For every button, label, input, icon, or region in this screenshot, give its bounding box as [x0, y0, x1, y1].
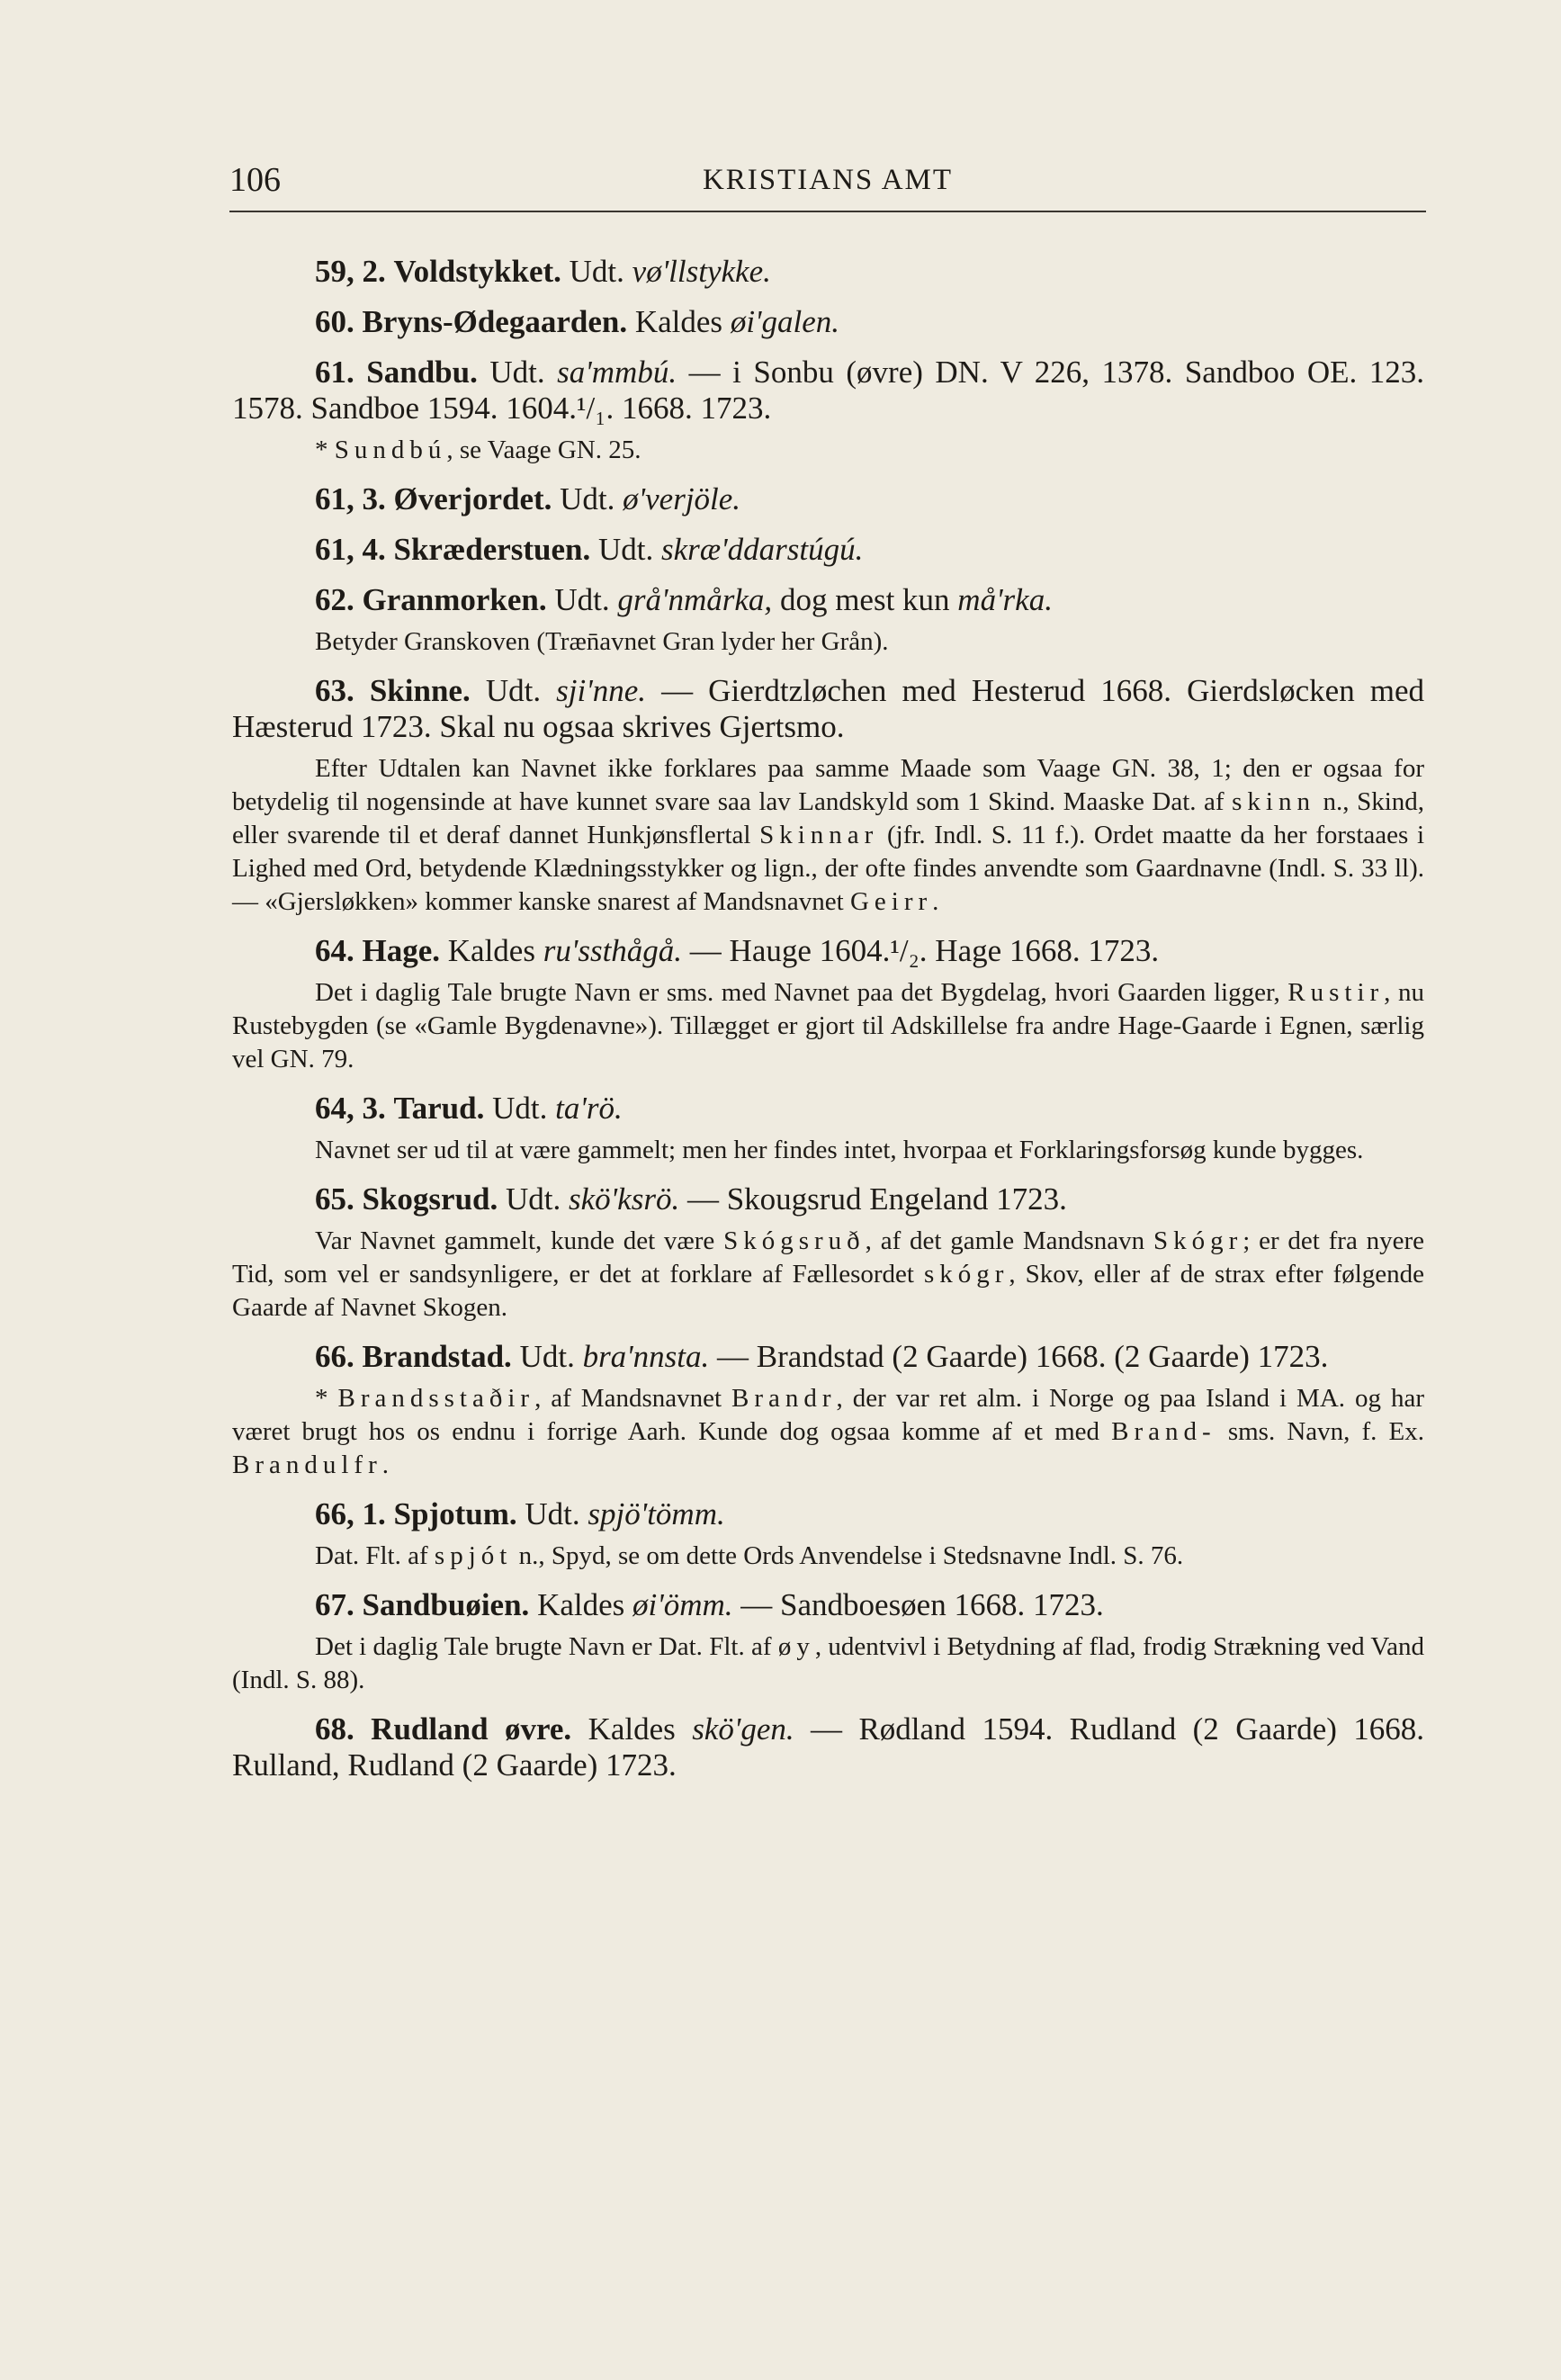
farm-name: Brandstad. — [362, 1339, 512, 1374]
spaced-word: Brandr — [731, 1384, 837, 1413]
note-66-1 — [232, 1540, 1424, 1573]
entry-text: Udt. — [554, 582, 610, 617]
farm-name: Spjotum. — [393, 1496, 517, 1531]
note-text: * — [315, 436, 335, 464]
farm-name: Skinne. — [369, 673, 471, 708]
spaced-word: Brandulfr — [232, 1450, 382, 1479]
spaced-word: Geirr — [849, 887, 933, 916]
pronunciation: grå'nmårka, — [617, 582, 773, 617]
entry-63 — [232, 673, 1424, 745]
spaced-word: Skógsruð — [723, 1226, 866, 1255]
farm-name: Voldstykket. — [393, 254, 561, 289]
spaced-word: øy — [777, 1632, 815, 1661]
entry-number: 65. — [315, 1181, 354, 1217]
entry-text: Kaldes — [634, 304, 723, 339]
entry-number: 66, 1. — [315, 1496, 386, 1531]
entry-65 — [232, 1181, 1424, 1217]
farm-name: Sandbu. — [366, 355, 478, 390]
farm-name: Tarud. — [393, 1091, 485, 1126]
note-text: Det i daglig Tale brugte Navn er sms. med Navnet paa det Bygdelag, hvori Gaarden ligger, — [315, 978, 1288, 1007]
farm-name: Granmorken. — [362, 582, 547, 617]
entry-64-3 — [232, 1091, 1424, 1127]
note-65 — [232, 1225, 1424, 1325]
pronunciation: vø'llstykke. — [632, 254, 771, 289]
note-text: . — [932, 887, 939, 916]
entry-text: Udt. — [485, 673, 542, 708]
note-text: , nu Rustebygden (se «Gamle Bygdenavne»). Tillægget er gjort til Adskillelse fra andre Hage-Gaarde i Egnen, særlig vel GN. 79. — [232, 978, 1424, 1073]
spaced-word: Skinnar — [759, 821, 879, 849]
entry-text: Kaldes — [588, 1711, 676, 1747]
pronunciation: ta'rö. — [555, 1091, 623, 1126]
entry-number: 67. — [315, 1587, 354, 1622]
pronunciation: øi'ömm. — [632, 1587, 733, 1622]
pronunciation: spjö'tömm. — [588, 1496, 725, 1531]
note-text: . — [381, 1450, 389, 1479]
note-text: , af det gamle Mandsnavn — [865, 1226, 1153, 1255]
entry-text: Kaldes — [447, 933, 535, 968]
pronunciation: skö'ksrö. — [569, 1181, 680, 1217]
spaced-word: spjót — [434, 1541, 513, 1570]
entry-61-4 — [232, 532, 1424, 568]
pronunciation: skræ'ddarstúgú. — [661, 532, 864, 567]
entry-number: 63. — [315, 673, 354, 708]
note-text: sms. Navn, f. Ex. — [1216, 1417, 1424, 1446]
note-text: ; er det fra nyere Tid, som vel er sandsynligere, er det at forklare af Fællesordet — [232, 1226, 1424, 1289]
note-64 — [232, 976, 1424, 1076]
entry-text: Kaldes — [537, 1587, 625, 1622]
entry-text: — i Sonbu (øvre) DN. V 226, 1378. Sandboo OE. 123. 1578. Sandboe 1594. 1604.¹/₁. 1668. 1723. — [232, 355, 1425, 426]
note-63 — [232, 752, 1424, 919]
page-number: 106 — [229, 161, 281, 199]
note-text: Efter Udtalen kan Navnet ikke forklares paa samme Maade som Vaage GN. 38, 1; den er ogsaa for betydelig til nogensinde at have kunnet svare saa lav Landskyld som 1 Skind. Maaske Dat. af — [232, 754, 1424, 816]
note-text: , der var ret alm. i Norge og paa Island i MA. og har været brugt hos os endnu i forrige Aarh. Kunde dog ogsaa komme af et med — [232, 1384, 1424, 1446]
spaced-word: Brandsstaðir — [337, 1384, 535, 1413]
farm-name: Øverjordet. — [393, 481, 552, 516]
page-header — [229, 160, 1426, 212]
note-66 — [232, 1382, 1424, 1482]
note-text: * — [315, 1384, 338, 1413]
entry-62 — [232, 582, 1424, 618]
pronunciation: bra'nnsta. — [582, 1339, 710, 1374]
running-title: KRISTIANS AMT — [702, 164, 954, 196]
pronunciation: ru'ssthågå. — [543, 933, 683, 968]
entry-number: 61, 4. — [315, 532, 386, 567]
pronunciation: sa'mmbú. — [557, 355, 677, 390]
entry-text: Udt. — [598, 532, 654, 567]
entry-number: 60. — [315, 304, 354, 339]
entry-text: Udt. — [525, 1496, 580, 1531]
note-text: Dat. Flt. af — [315, 1541, 435, 1570]
entry-59-2 — [232, 254, 1424, 290]
farm-name: Sandbuøien. — [362, 1587, 530, 1622]
note-text: , Skov, eller af de strax efter følgende Gaarde af Navnet Skogen. — [232, 1260, 1424, 1322]
entry-text: Udt. — [492, 1091, 548, 1126]
entry-text: — Rødland 1594. Rudland (2 Gaarde) 1668. Rulland, Rudland (2 Gaarde) 1723. — [232, 1711, 1425, 1783]
entry-number: 59, 2. — [315, 254, 386, 289]
spaced-word: Sundbú — [334, 436, 447, 464]
note-text: n., Skind, eller svarende til et deraf dannet Hunkjønsflertal — [232, 787, 1425, 849]
spaced-word: skinn — [1232, 787, 1315, 816]
note-text: , udentvivl i Betydning af flad, frodig Strækning ved Vand (Indl. S. 88). — [232, 1632, 1425, 1694]
entry-67 — [232, 1587, 1424, 1623]
farm-name: Hage. — [362, 933, 441, 968]
note-62 — [232, 625, 1424, 659]
entry-number: 61. — [315, 355, 354, 390]
entry-number: 64. — [315, 933, 354, 968]
page-body — [232, 254, 1424, 1798]
note-text: , se Vaage GN. 25. — [446, 436, 641, 464]
note-text: Det i daglig Tale brugte Navn er Dat. Flt. af — [315, 1632, 778, 1661]
note-text: Var Navnet gammelt, kunde det være — [315, 1226, 724, 1255]
entry-text: — Brandstad (2 Gaarde) 1668. (2 Gaarde) 1723. — [717, 1339, 1329, 1374]
note-text: n., Spyd, se om dette Ords Anvendelse i Stedsnavne Indl. S. 76. — [512, 1541, 1184, 1570]
entry-text: Udt. — [519, 1339, 575, 1374]
entry-text: — Gierdtzløchen med Hesterud 1668. Gierdsløcken med Hæsterud 1723. Skal nu ogsaa skrives Gjertsmo. — [232, 673, 1425, 744]
entry-68 — [232, 1711, 1424, 1783]
farm-name: Rudland øvre. — [371, 1711, 572, 1747]
note-67 — [232, 1630, 1424, 1697]
entry-61 — [232, 355, 1424, 427]
entry-number: 66. — [315, 1339, 354, 1374]
entry-66-1 — [232, 1496, 1424, 1532]
entry-text: Udt. — [489, 355, 545, 390]
note-text: (jfr. Indl. S. 11 f.). Ordet maatte da her forstaaes i Lighed med Ord, betydende Klædningsstykker og lign., der ofte findes anvendte som Gaardnavne (Indl. S. 33 ll). — «Gjersløkken» kommer kanske snarest af Mandsnavnet — [232, 821, 1425, 916]
pronunciation: sji'nne. — [556, 673, 646, 708]
entry-66 — [232, 1339, 1424, 1375]
spaced-word: Brand- — [1111, 1417, 1216, 1446]
entry-number: 64, 3. — [315, 1091, 386, 1126]
pronunciation: må'rka. — [957, 582, 1053, 617]
entry-number: 62. — [315, 582, 354, 617]
entry-text: — Hauge 1604.¹/₂. Hage 1668. 1723. — [689, 933, 1160, 968]
farm-name: Bryns-Ødegaarden. — [362, 304, 628, 339]
entry-text: Udt. — [560, 481, 615, 516]
entry-text: Udt. — [506, 1181, 561, 1217]
entry-number: 68. — [315, 1711, 354, 1747]
pronunciation: øi'galen. — [730, 304, 840, 339]
entry-60 — [232, 304, 1424, 340]
farm-name: Skogsrud. — [362, 1181, 498, 1217]
spaced-word: skógr — [923, 1260, 1009, 1289]
spaced-word: Skógr — [1153, 1226, 1243, 1255]
entry-text: — Skougsrud Engeland 1723. — [686, 1181, 1067, 1217]
pronunciation: skö'gen. — [692, 1711, 794, 1747]
pronunciation: ø'verjöle. — [623, 481, 741, 516]
entry-text: dog mest kun — [779, 582, 950, 617]
entry-64 — [232, 933, 1424, 969]
note-text: , af Mandsnavnet — [534, 1384, 732, 1413]
spaced-word: Rustir — [1287, 978, 1385, 1007]
note-61 — [232, 434, 1424, 467]
entry-61-3 — [232, 481, 1424, 517]
farm-name: Skræderstuen. — [393, 532, 591, 567]
note-text: Navnet ser ud til at være gammelt; men her findes intet, hvorpaa et Forklaringsforsøg kunde bygges. — [315, 1136, 1364, 1164]
entry-text: — Sandboesøen 1668. 1723. — [740, 1587, 1104, 1622]
entry-text: Udt. — [569, 254, 624, 289]
note-text: Betyder Granskoven (Træn̄avnet Gran lyder her Grån). — [315, 627, 889, 656]
note-64-3 — [232, 1134, 1424, 1167]
entry-number: 61, 3. — [315, 481, 386, 516]
